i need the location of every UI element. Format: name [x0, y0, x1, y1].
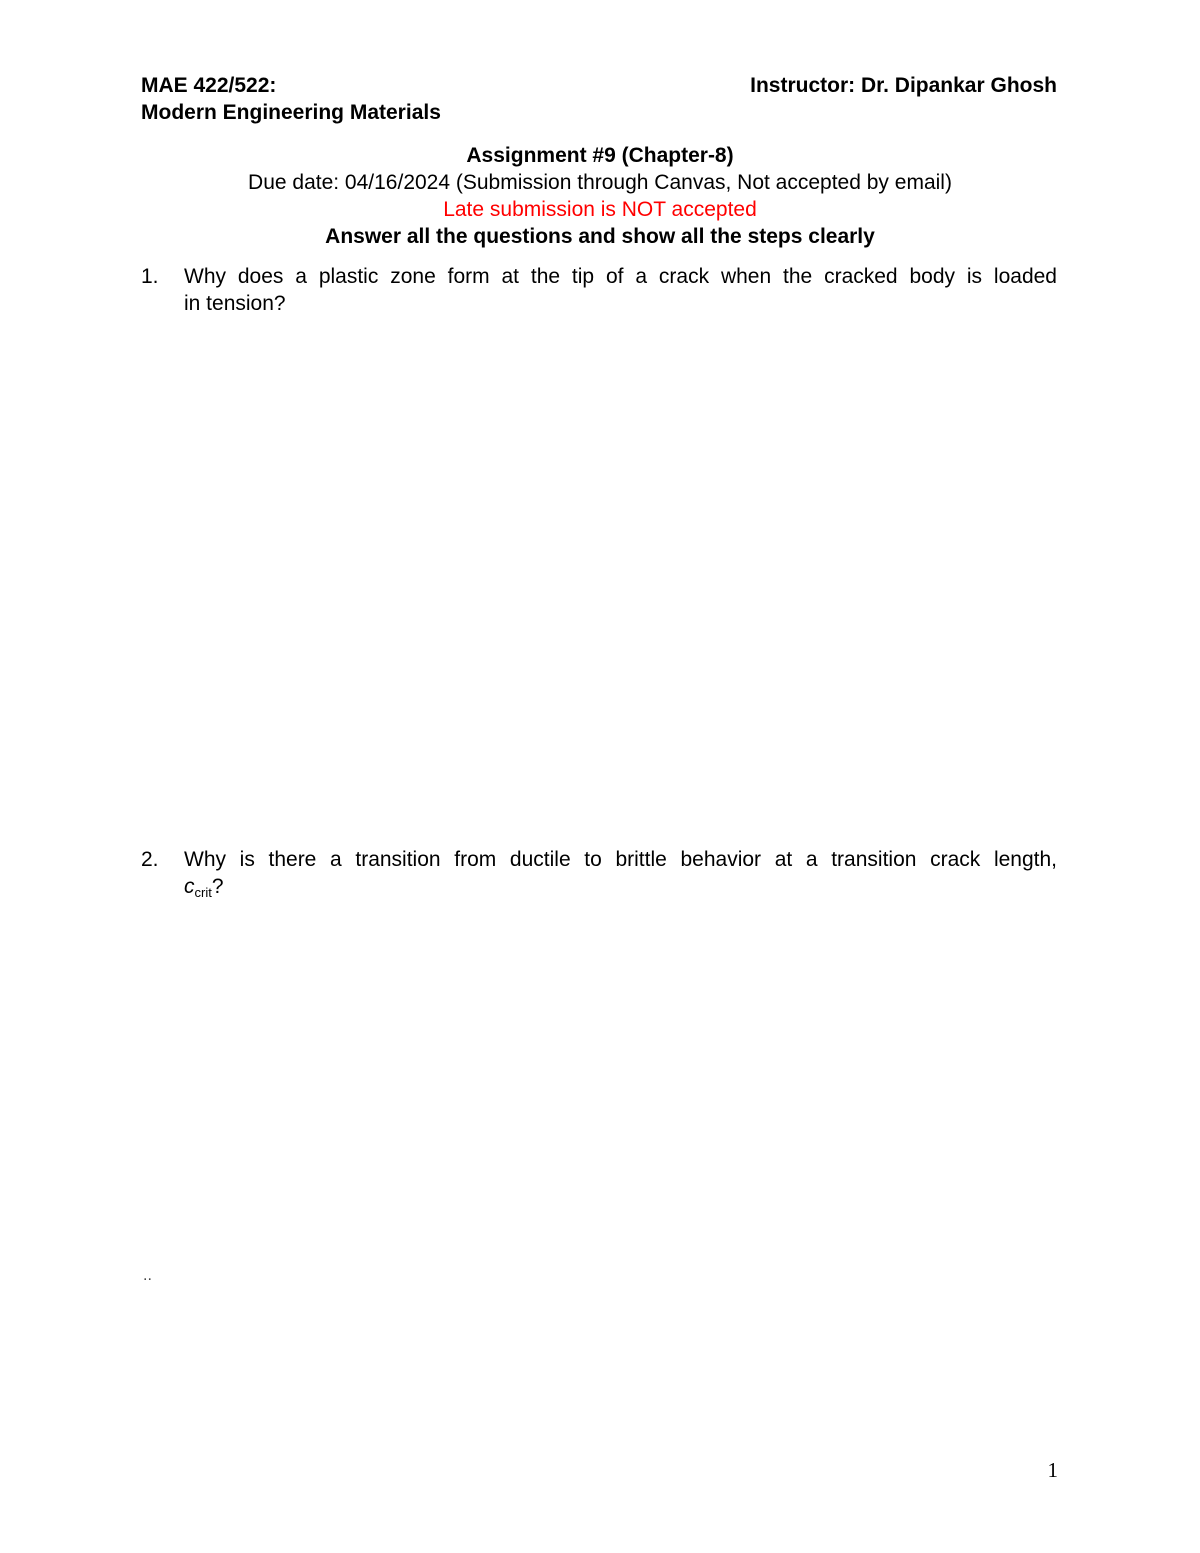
crack-length-variable: c — [184, 875, 195, 898]
instructions: Answer all the questions and show all the steps clearly — [325, 225, 875, 248]
question-1-line-1: Why does a plastic zone form at the tip of a crack when the cracked body is loaded — [184, 265, 1057, 288]
stray-mark: .. — [143, 1267, 152, 1284]
late-notice: Late submission is NOT accepted — [443, 198, 757, 221]
question-2-end: ? — [211, 875, 224, 898]
question-1-text — [184, 263, 1057, 317]
question-2-text — [184, 846, 1057, 906]
course-name: Modern Engineering Materials — [141, 101, 441, 124]
course-code: MAE 422/522: — [141, 74, 277, 97]
question-2-line-1: Why is there a transition from ductile to brittle behavior at a transition crack length, — [184, 848, 1057, 871]
question-2-line-2 — [184, 873, 1057, 906]
question-1-number: 1. — [141, 265, 159, 288]
question-1-line-2: in tension? — [184, 292, 286, 315]
page-number: 1 — [1047, 1458, 1058, 1482]
assignment-title: Assignment #9 (Chapter-8) — [466, 144, 734, 167]
crack-length-subscript: crit — [194, 885, 212, 900]
question-2-number: 2. — [141, 848, 159, 871]
instructor-name: Instructor: Dr. Dipankar Ghosh — [750, 74, 1057, 97]
due-date: Due date: 04/16/2024 (Submission through Canvas, Not accepted by email) — [248, 171, 952, 194]
